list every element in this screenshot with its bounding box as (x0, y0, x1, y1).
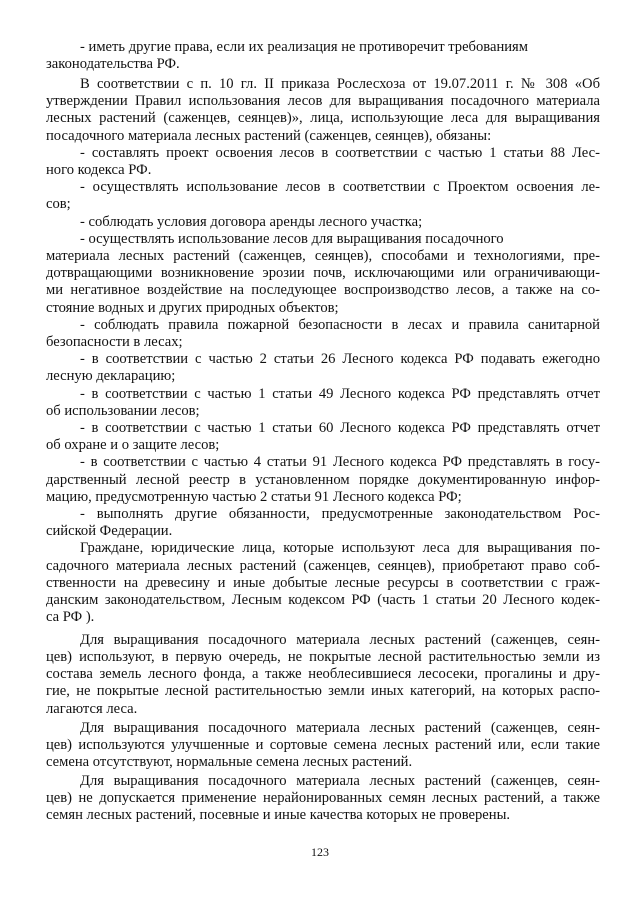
text-line: - соблюдать условия договора аренды лесного участка; (80, 214, 423, 230)
text-line: данским законодательством, Лесным кодексом РФ (часть 1 статьи 20 Лесного кодек- (46, 592, 600, 608)
text-line: семена отсутствуют, нормальные семена лесных растений. (46, 754, 413, 770)
page-number: 123 (311, 845, 329, 859)
text-line: - осуществлять использование лесов для выращивания посадочного (80, 231, 504, 247)
text-line: - выполнять другие обязанности, предусмотренные законодательством Рос- (80, 506, 600, 522)
text-line: цев) используют, в первую очередь, не покрытые лесной растительностью земли из (46, 649, 600, 665)
text-line: стояние водных и других природных объектов; (46, 300, 339, 316)
text-line: В соответствии с п. 10 гл. II приказа Рослесхоза от 19.07.2011 г. № 308 «Об (80, 76, 600, 92)
text-line: - в соответствии с частью 1 статьи 49 Лесного кодекса РФ представлять отчет (80, 386, 600, 402)
text-line: - в соответствии с частью 1 статьи 60 Лесного кодекса РФ представлять отчет (80, 420, 600, 436)
text-line: гие, не покрытые лесной растительностью земли иных категорий, на которых распо- (46, 683, 600, 699)
text-line: лагаются леса. (46, 701, 138, 717)
text-line: об охране и о защите лесов; (46, 437, 220, 453)
text-line: лесных растений (саженцев, сеянцев)», лица, использующие леса для выращивания (46, 110, 600, 126)
text-line: дарственный лесной реестр в установленном порядке документированную инфор- (46, 472, 600, 488)
text-line: цев) не допускается применение нерайонированных семян лесных растений, а также (46, 790, 600, 806)
text-line: - соблюдать правила пожарной безопасности в лесах и правила санитарной (80, 317, 600, 333)
text-line: материала лесных растений (саженцев, сеянцев), способами и технологиями, пре- (46, 248, 600, 264)
text-line: дотвращающими возникновение эрозии почв, исключающими или ограничивающи- (46, 265, 600, 281)
text-line: семян лесных растений, посевные и иные качества которых не проверены. (46, 807, 511, 823)
text-line: Для выращивания посадочного материала лесных растений (саженцев, сеян- (80, 632, 600, 648)
text-line: - в соответствии с частью 2 статьи 26 Лесного кодекса РФ подавать ежегодно (80, 351, 600, 367)
text-line: безопасности в лесах; (46, 334, 183, 350)
text-line: посадочного материала лесных растений (саженцев, сеянцев), обязаны: (46, 128, 492, 144)
text-line: садочного материала лесных растений (саженцев, сеянцев), приобретают право соб- (46, 558, 600, 574)
text-line: лесную декларацию; (46, 368, 176, 384)
text-line: Граждане, юридические лица, которые используют леса для выращивания по- (80, 540, 600, 556)
text-line: - иметь другие права, если их реализация не противоречит требованиям (80, 39, 529, 55)
text-line: сов; (46, 196, 71, 212)
text-line: состава земель лесного фонда, а также необлесившиеся лесосеки, прогалины и дру- (46, 666, 600, 682)
text-line: сийской Федерации. (46, 523, 173, 539)
text-line: ми негативное воздействие на последующее воспроизводство лесов, а также на со- (46, 282, 600, 298)
text-line: Для выращивания посадочного материала лесных растений (саженцев, сеян- (80, 773, 600, 789)
text-line: - в соответствии с частью 4 статьи 91 Лесного кодекса РФ представлять в госу- (80, 454, 600, 470)
text-line: ственности на древесину и иные добытые лесные ресурсы в соответствии с граж- (46, 575, 600, 591)
text-line: - составлять проект освоения лесов в соответствии с частью 1 статьи 88 Лес- (80, 145, 600, 161)
text-line: утверждении Правил использования лесов для выращивания посадочного материала (46, 93, 600, 109)
text-line: об использовании лесов; (46, 403, 200, 419)
text-line: - осуществлять использование лесов в соответствии с Проектом освоения ле- (80, 179, 600, 195)
text-line: ного кодекса РФ. (46, 162, 152, 178)
text-line: законодательства РФ. (46, 56, 180, 72)
text-line: са РФ ). (46, 609, 95, 625)
text-line: цев) используются улучшенные и сортовые семена лесных растений или, если такие (46, 737, 600, 753)
text-line: Для выращивания посадочного материала лесных растений (саженцев, сеян- (80, 720, 600, 736)
text-line: мацию, предусмотренную частью 2 статьи 91 Лесного кодекса РФ; (46, 489, 462, 505)
